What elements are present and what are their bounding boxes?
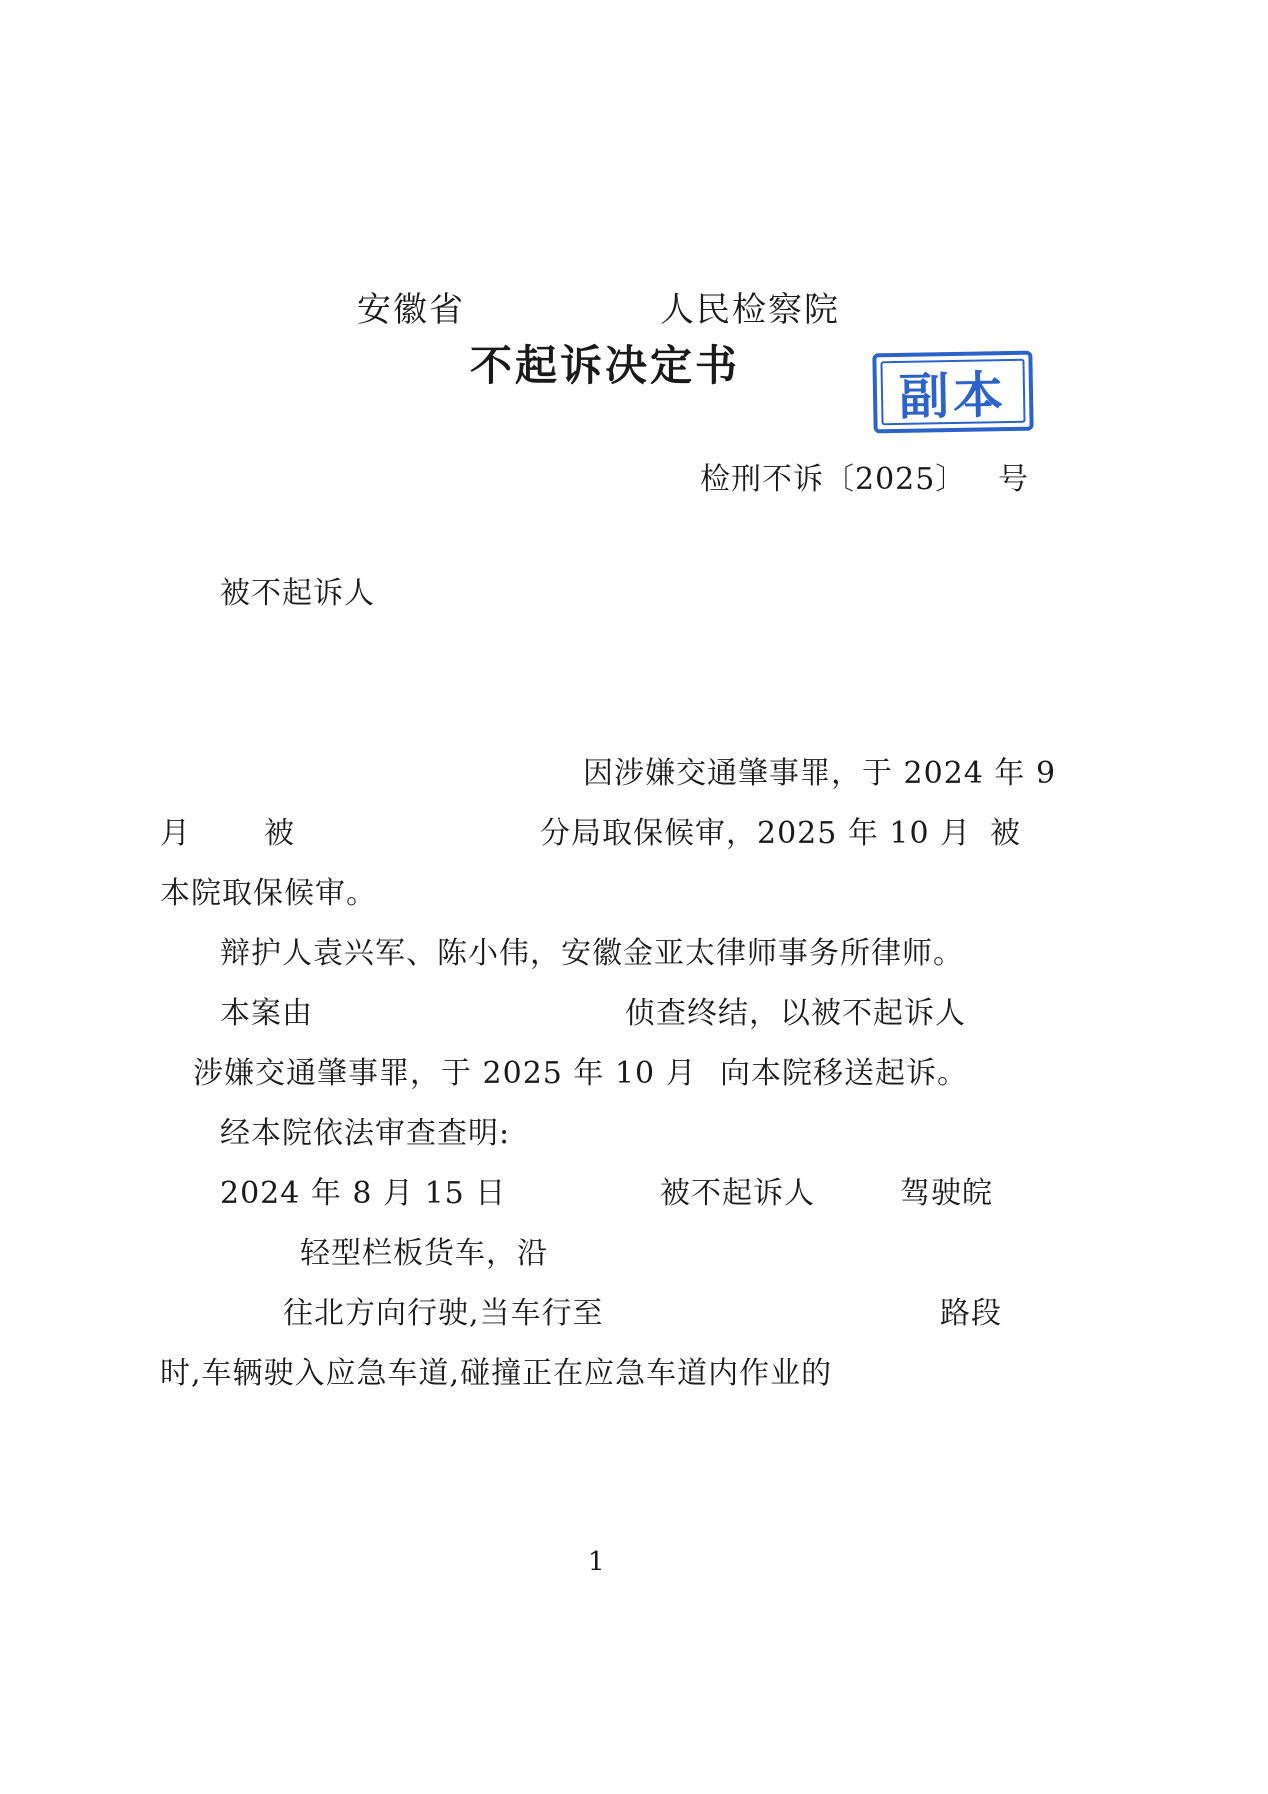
body-line-8b: 被不起诉人 (660, 1176, 815, 1211)
copy-stamp (872, 351, 1033, 434)
header-procuratorate: 人民检察院 (660, 290, 840, 330)
page-number: 1 (588, 1547, 606, 1577)
body-line-10b: 路段 (940, 1296, 1002, 1331)
body-line-6a: 涉嫌交通肇事罪，于 2025 年 10 月 (193, 1056, 697, 1091)
body-line-11: 时,车辆驶入应急车道,碰撞正在应急车道内作业的 (160, 1356, 833, 1391)
body-line-9: 轻型栏板货车，沿 (300, 1236, 548, 1271)
body-line-4: 辩护人袁兴军、陈小伟，安徽金亚太律师事务所律师。 (220, 936, 964, 971)
body-line-2c: 分局取保候审，2025 年 10 月 (540, 816, 972, 851)
copy-stamp-text: 副本 (898, 366, 1008, 426)
doc-number-prefix: 检刑不诉〔2025〕 (700, 462, 967, 497)
document-title: 不起诉决定书 (470, 341, 741, 390)
header-province: 安徽省 (357, 290, 465, 330)
body-line-2b: 被 (264, 816, 295, 851)
body-line-3: 本院取保候审。 (160, 876, 377, 911)
body-line-10a: 往北方向行驶,当车行至 (283, 1296, 604, 1331)
body-line-2a: 月 (160, 816, 191, 851)
body-line-2d: 被 (990, 816, 1021, 851)
body-line-5a: 本案由 (220, 996, 313, 1031)
body-line-1: 因涉嫌交通肇事罪，于 2024 年 9 (583, 756, 1057, 791)
doc-number-suffix: 号 (998, 462, 1029, 497)
body-line-6b: 向本院移送起诉。 (720, 1056, 968, 1091)
body-line-7: 经本院依法审查查明: (220, 1116, 511, 1151)
party-label: 被不起诉人 (220, 576, 375, 611)
body-line-5b: 侦查终结，以被不起诉人 (625, 996, 966, 1031)
body-line-8c: 驾驶皖 (900, 1176, 993, 1211)
body-line-8a: 2024 年 8 月 15 日 (220, 1176, 507, 1211)
